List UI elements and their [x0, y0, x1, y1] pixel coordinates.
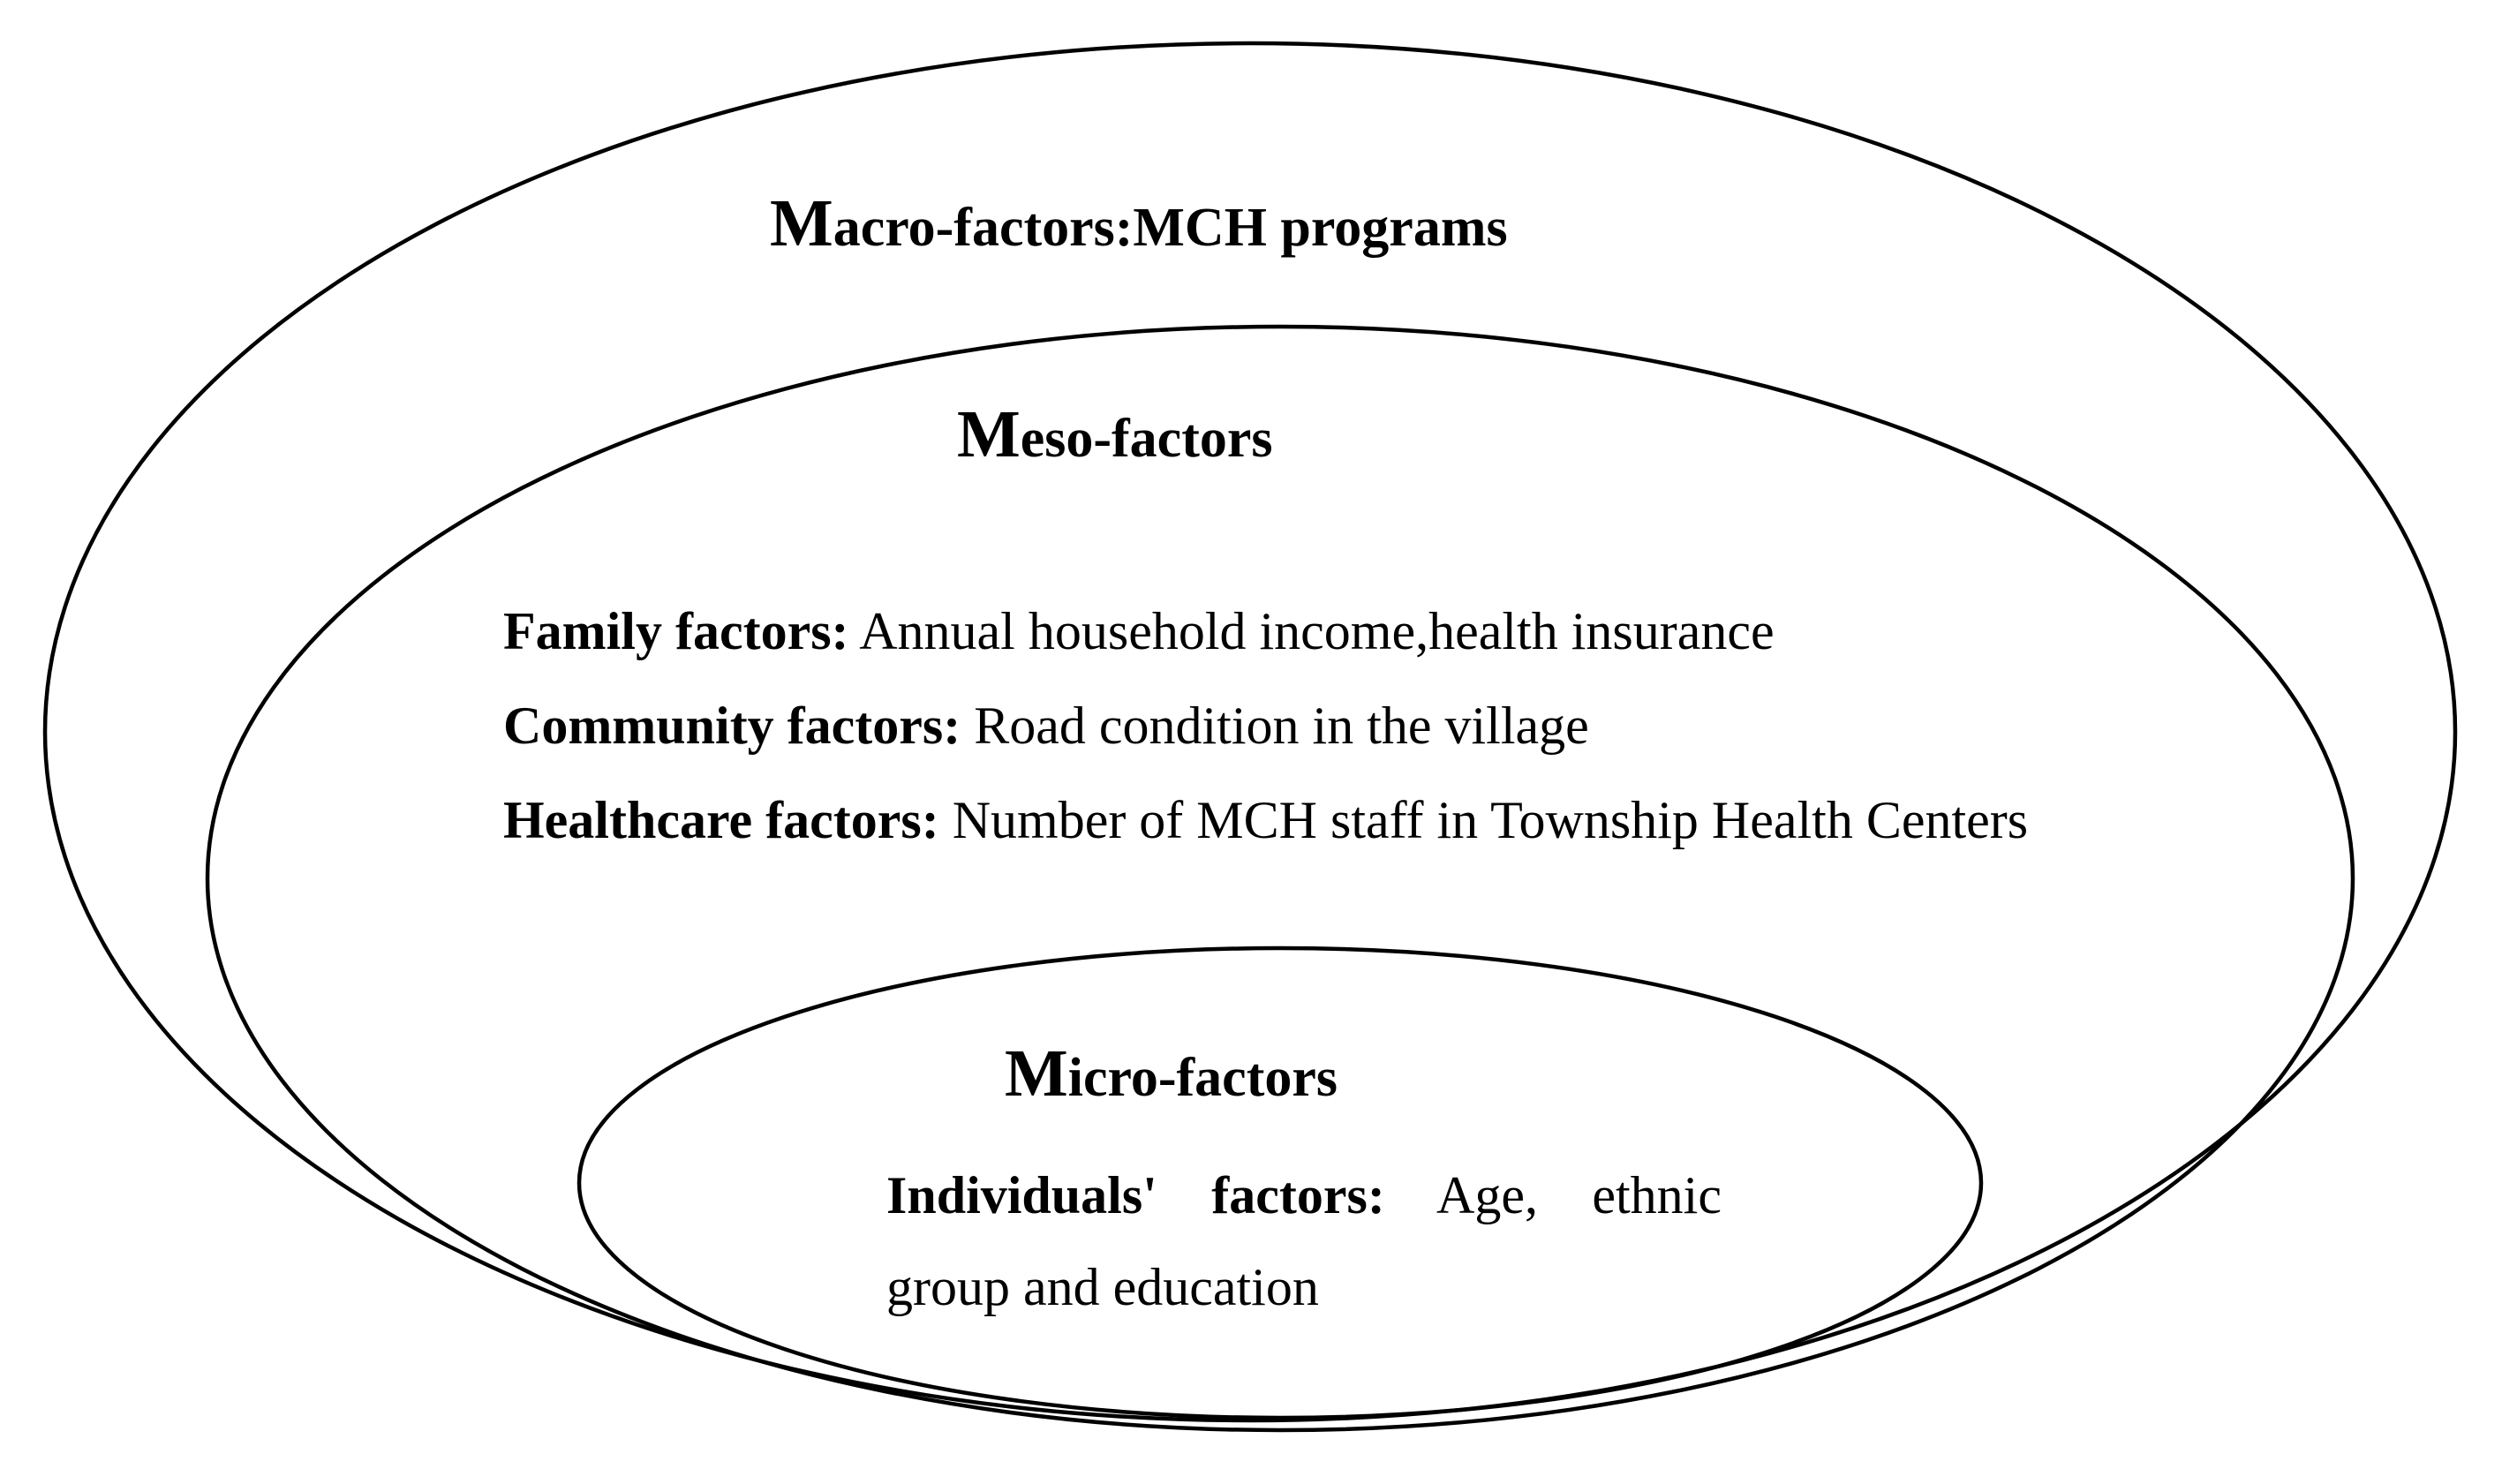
community-factors-text: Road condition in the village	[961, 697, 1589, 755]
healthcare-factors-label: Healthcare factors:	[503, 791, 939, 849]
individual-factors-text: Age, ethnic group and education	[886, 1166, 1722, 1316]
meso-factors-list	[503, 584, 2069, 868]
family-factors-label: Family factors:	[503, 602, 849, 660]
micro-title-initial: M	[1005, 1036, 1068, 1111]
meso-title-rest: eso-factors	[1020, 409, 1273, 469]
individual-factors-label: Individuals' factors:	[886, 1166, 1385, 1224]
meso-title-initial: M	[957, 397, 1021, 471]
macro-title-initial: M	[770, 186, 833, 260]
macro-factors-title	[770, 186, 1508, 260]
micro-factors-title	[1005, 1036, 1338, 1111]
meso-factors-title	[957, 397, 1273, 471]
family-factors-line	[503, 584, 2069, 679]
micro-title-rest: icro-factors	[1067, 1048, 1338, 1108]
family-factors-text: Annual household income,health insurance	[848, 602, 1775, 660]
healthcare-factors-text: Number of MCH staff in Township Health Centers	[938, 791, 2029, 849]
community-factors-line	[503, 679, 2069, 773]
macro-title-rest: acro-factors:MCH programs	[833, 198, 1508, 258]
healthcare-factors-line	[503, 773, 2069, 868]
individual-factors-line	[886, 1149, 1722, 1333]
community-factors-label: Community factors:	[503, 697, 961, 755]
